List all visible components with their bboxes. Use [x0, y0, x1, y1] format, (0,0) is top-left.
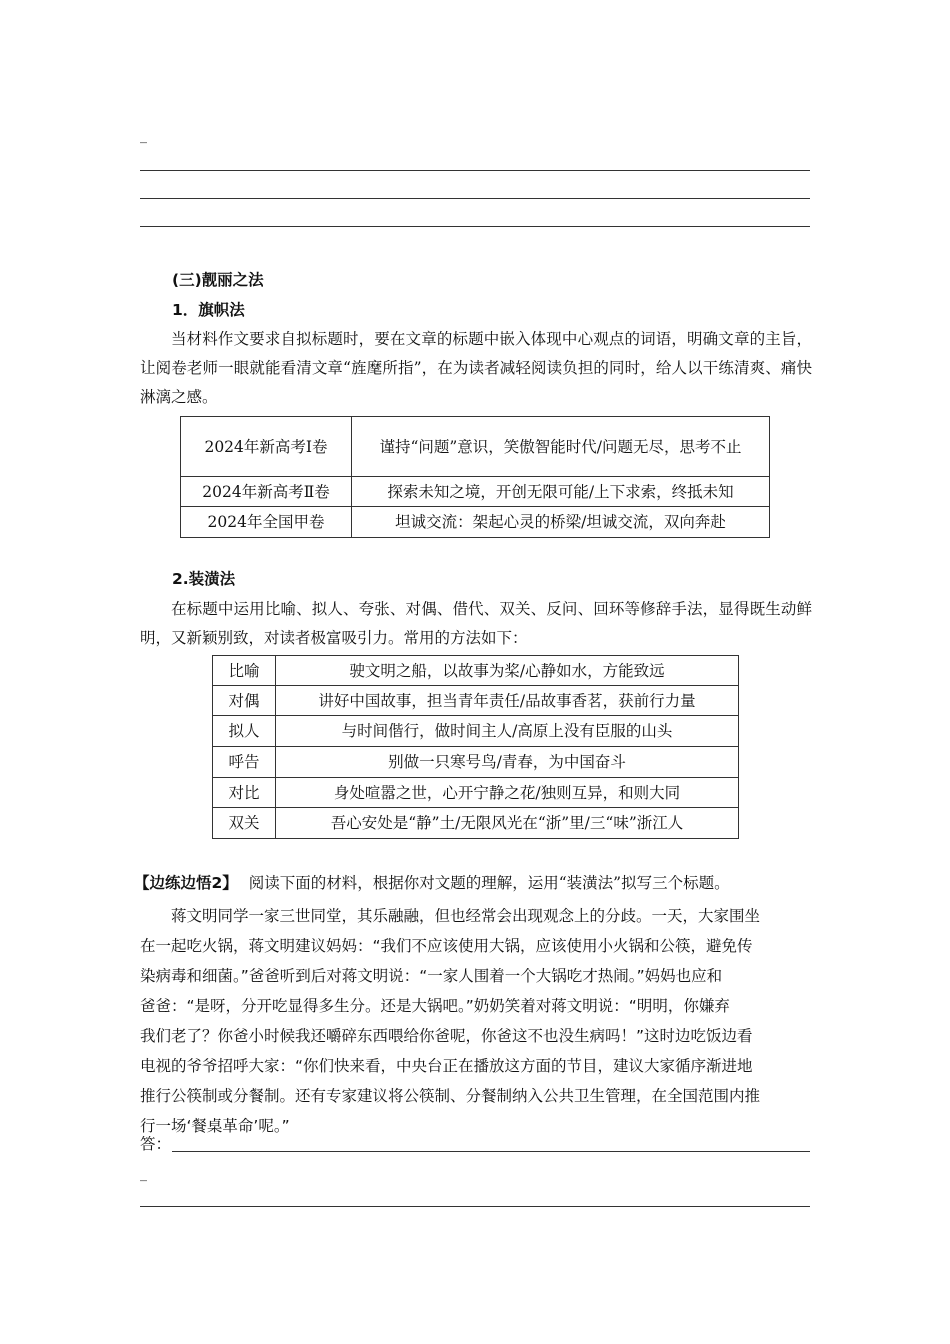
table-row — [181, 417, 770, 477]
method-cell: 比喻 — [213, 656, 276, 686]
table-row — [213, 716, 739, 747]
decoration-method-table — [212, 655, 739, 839]
example-cell: 驶文明之船，以故事为桨/心静如水，方能致远 — [276, 656, 739, 686]
section-title: (三)靓丽之法 — [172, 271, 264, 289]
flag-method-table — [180, 416, 770, 538]
subsection-1-paragraph — [140, 325, 812, 412]
example-cell: 讲好中国故事，担当青年责任/品故事香茗，获前行力量 — [276, 686, 739, 716]
answer-line[interactable] — [140, 226, 810, 227]
story-line: 爸爸：“是呀，分开吃显得多生分。还是大锅吧。”奶奶笑着对蒋文明说：“明明，你嫌弃 — [140, 997, 730, 1015]
answer-dash: _ — [140, 1166, 147, 1182]
story-text — [140, 901, 812, 1141]
exercise-prompt-text: 阅读下面的材料，根据你对文题的理解，运用“装潢法”拟写三个标题。 — [248, 874, 730, 892]
method-cell: 呼告 — [213, 747, 276, 778]
table-row — [213, 808, 739, 839]
exercise-tag: 【边练边悟2】 — [134, 874, 238, 892]
story-line: 行一场‘餐桌革命’呢。” — [140, 1117, 290, 1135]
example-cell: 与时间偕行，做时间主人/高原上没有臣服的山头 — [276, 716, 739, 747]
subsection-title-2: 2.装潢法 — [172, 570, 236, 588]
exam-cell: 2024年新高考Ⅱ卷 — [181, 477, 352, 507]
table-row — [213, 656, 739, 686]
table-row — [213, 686, 739, 716]
title-cell: 探索未知之境，开创无限可能/上下求索，终抵未知 — [352, 477, 770, 507]
story-line: 我们老了？你爸小时候我还嚼碎东西喂给你爸呢，你爸这不也没生病吗！”这时边吃饭边看 — [140, 1027, 753, 1045]
exam-cell: 2024年全国甲卷 — [181, 507, 352, 538]
exercise-prompt — [134, 871, 814, 893]
paragraph-text: 当材料作文要求自拟标题时，要在文章的标题中嵌入体现中心观点的词语，明确文章的主旨，让阅卷老师一眼就能看清文章“旌麾所指”，在为读者减轻阅读负担的同时，给人以干练清爽、痛快淋漓之感。 — [140, 330, 812, 406]
table-row — [181, 507, 770, 538]
subsection-2-paragraph — [140, 595, 812, 653]
example-cell: 吾心安处是“静”土/无限风光在“浙”里/三“味”浙江人 — [276, 808, 739, 839]
table-row — [213, 778, 739, 808]
table-row — [181, 477, 770, 507]
subsection-title-1: 1．旗帜法 — [172, 301, 245, 319]
method-cell: 对比 — [213, 778, 276, 808]
method-cell: 拟人 — [213, 716, 276, 747]
paragraph-text: 在标题中运用比喻、拟人、夸张、对偶、借代、双关、反问、回环等修辞手法，显得既生动鲜明，又新颖别致，对读者极富吸引力。常用的方法如下： — [140, 600, 812, 647]
method-cell: 双关 — [213, 808, 276, 839]
story-line: 蒋文明同学一家三世同堂，其乐融融，但也经常会出现观念上的分歧。一天，大家围坐 — [171, 907, 761, 925]
story-line: 在一起吃火锅，蒋文明建议妈妈：“我们不应该使用大锅，应该使用小火锅和公筷，避免传 — [140, 937, 753, 955]
answer-line[interactable] — [140, 1206, 810, 1207]
answer-line[interactable] — [140, 198, 810, 199]
story-line: 推行公筷制或分餐制。还有专家建议将公筷制、分餐制纳入公共卫生管理，在全国范围内推 — [140, 1087, 761, 1105]
example-cell: 身处喧嚣之世，心开宁静之花/独则互异，和则大同 — [276, 778, 739, 808]
table-row — [213, 747, 739, 778]
title-cell: 谨持“问题”意识，笑傲智能时代/问题无尽，思考不止 — [352, 417, 770, 477]
answer-line[interactable] — [172, 1151, 810, 1152]
story-line: 电视的爷爷招呼大家：“你们快来看，中央台正在播放这方面的节目，建议大家循序渐进地 — [140, 1057, 753, 1075]
answer-line[interactable] — [140, 170, 810, 171]
top-dash: _ — [140, 128, 147, 144]
title-cell: 坦诚交流：架起心灵的桥梁/坦诚交流，双向奔赴 — [352, 507, 770, 538]
exam-cell: 2024年新高考Ⅰ卷 — [181, 417, 352, 477]
answer-label: 答： — [140, 1135, 172, 1153]
story-line: 染病毒和细菌。”爸爸听到后对蒋文明说：“一家人围着一个大锅吃才热闹。”妈妈也应和 — [140, 967, 723, 985]
method-cell: 对偶 — [213, 686, 276, 716]
example-cell: 别做一只寒号鸟/青春，为中国奋斗 — [276, 747, 739, 778]
